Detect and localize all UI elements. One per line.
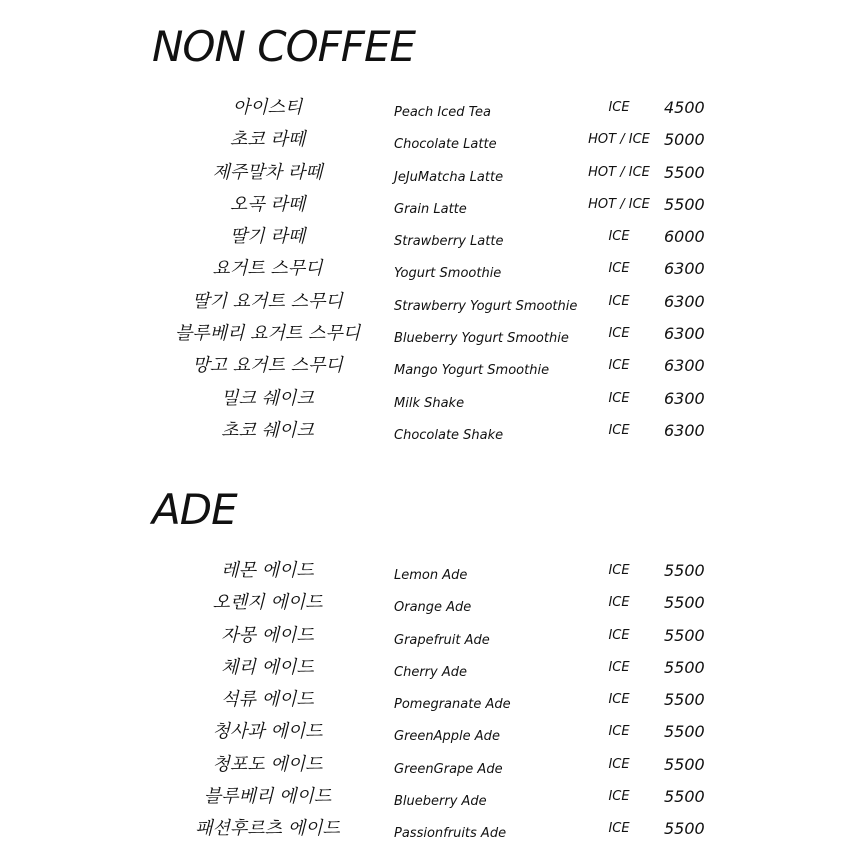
menu-item-price: 6300 bbox=[664, 356, 705, 376]
menu-item-price: 5000 bbox=[664, 130, 705, 150]
menu-item-english-name: Chocolate Latte bbox=[394, 137, 497, 153]
menu-item bbox=[0, 128, 866, 160]
menu-item-english-name: Strawberry Yogurt Smoothie bbox=[394, 298, 578, 314]
menu-item-korean-name: 청사과 에이드 bbox=[212, 721, 323, 743]
menu-item-temperature: ICE bbox=[608, 724, 630, 740]
menu-item-temperature: ICE bbox=[608, 100, 630, 115]
menu-item-price: 5500 bbox=[664, 690, 705, 710]
menu-item-temperature: ICE bbox=[608, 563, 630, 578]
menu-item-price: 5500 bbox=[664, 625, 705, 645]
menu-item-english-name: Peach Iced Tea bbox=[394, 105, 491, 120]
menu-item-korean-name: 아이스티 bbox=[232, 97, 303, 118]
menu-item-english-name: JeJuMatcha Latte bbox=[394, 169, 504, 185]
menu-item-english-name: Orange Ade bbox=[394, 600, 472, 616]
menu-item bbox=[0, 624, 866, 656]
menu-item-price: 5500 bbox=[664, 194, 705, 214]
menu-item-english-name: Mango Yogurt Smoothie bbox=[394, 363, 550, 379]
menu-item bbox=[0, 559, 866, 591]
menu-item-temperature: ICE bbox=[608, 692, 630, 708]
menu-item-korean-name: 블루베리 요거트 스무디 bbox=[174, 323, 361, 345]
menu-item bbox=[0, 225, 866, 257]
menu-item-temperature: HOT / ICE bbox=[588, 132, 650, 148]
menu-item-temperature: ICE bbox=[608, 229, 630, 245]
menu-item-temperature: ICE bbox=[608, 326, 630, 342]
menu-item-price: 5500 bbox=[664, 162, 705, 182]
menu-item-price: 5500 bbox=[664, 787, 705, 807]
menu-item-english-name: Blueberry Yogurt Smoothie bbox=[394, 331, 569, 347]
menu-item-price: 6300 bbox=[664, 420, 705, 440]
menu-item-korean-name: 레몬 에이드 bbox=[221, 560, 314, 581]
menu-item-temperature: ICE bbox=[608, 789, 630, 805]
menu-item-english-name: GreenApple Ade bbox=[394, 729, 500, 745]
menu-item-temperature: ICE bbox=[608, 627, 630, 643]
menu-item-korean-name: 망고 요거트 스무디 bbox=[192, 355, 343, 377]
menu-item-temperature: ICE bbox=[608, 358, 630, 374]
menu-item-korean-name: 딸기 라떼 bbox=[229, 226, 306, 248]
menu-item-korean-name: 자몽 에이드 bbox=[221, 624, 314, 646]
menu-item-temperature: ICE bbox=[608, 422, 630, 438]
menu-item bbox=[0, 193, 866, 225]
menu-item bbox=[0, 322, 866, 354]
menu-item-temperature: ICE bbox=[608, 390, 630, 406]
menu-item-english-name: Yogurt Smoothie bbox=[394, 266, 502, 282]
menu-item-temperature: ICE bbox=[608, 756, 630, 772]
menu-item-korean-name: 초코 쉐이크 bbox=[221, 419, 314, 441]
menu-item-temperature: ICE bbox=[608, 659, 630, 675]
menu-item-english-name: Chocolate Shake bbox=[394, 427, 504, 443]
menu-item-price: 5500 bbox=[664, 657, 705, 677]
menu-item bbox=[0, 817, 866, 849]
menu-item-price: 6300 bbox=[664, 388, 705, 408]
menu-item-temperature: ICE bbox=[608, 595, 630, 611]
menu-item-temperature: HOT / ICE bbox=[588, 196, 650, 212]
menu-item-temperature: ICE bbox=[608, 293, 630, 309]
menu-item-english-name: Grain Latte bbox=[394, 201, 467, 217]
menu-list-ade bbox=[0, 559, 866, 850]
menu-item-price: 5500 bbox=[664, 722, 705, 742]
menu-item-korean-name: 석류 에이드 bbox=[221, 689, 314, 711]
section-title-non-coffee: NON COFFEE bbox=[152, 22, 416, 71]
menu-item-price: 6300 bbox=[664, 291, 705, 311]
menu-item-korean-name: 청포도 에이드 bbox=[212, 753, 323, 775]
menu-item-price: 5500 bbox=[664, 819, 705, 839]
menu-item bbox=[0, 387, 866, 419]
menu-item-price: 6000 bbox=[664, 227, 705, 247]
menu-item-english-name: Milk Shake bbox=[394, 395, 465, 411]
section-title-ade: ADE bbox=[152, 485, 237, 534]
menu-item-korean-name: 패션후르츠 에이드 bbox=[195, 818, 340, 840]
menu-item bbox=[0, 656, 866, 688]
menu-item bbox=[0, 419, 866, 451]
menu-item-english-name: Cherry Ade bbox=[394, 664, 467, 680]
menu-item-temperature: HOT / ICE bbox=[588, 164, 650, 180]
menu-item bbox=[0, 591, 866, 623]
menu-item-price: 5500 bbox=[664, 754, 705, 774]
menu-item-korean-name: 오곡 라떼 bbox=[229, 193, 306, 215]
menu-item-korean-name: 제주말차 라떼 bbox=[212, 161, 323, 183]
menu-item-korean-name: 요거트 스무디 bbox=[212, 258, 323, 280]
menu-item bbox=[0, 753, 866, 785]
menu-item-korean-name: 오렌지 에이드 bbox=[212, 592, 323, 614]
menu-item bbox=[0, 354, 866, 386]
menu-item-price: 6300 bbox=[664, 324, 705, 344]
menu-item-temperature: ICE bbox=[608, 821, 630, 837]
menu-item-price: 6300 bbox=[664, 259, 705, 279]
menu-item-english-name: Strawberry Latte bbox=[394, 234, 504, 250]
menu-item-english-name: Grapefruit Ade bbox=[394, 632, 490, 648]
menu-item-korean-name: 초코 라떼 bbox=[229, 129, 306, 151]
menu-item-korean-name: 블루베리 에이드 bbox=[203, 786, 332, 808]
menu-item bbox=[0, 161, 866, 193]
menu-item-price: 5500 bbox=[664, 561, 705, 580]
menu-item-price: 5500 bbox=[664, 593, 705, 613]
menu-item-english-name: Lemon Ade bbox=[394, 568, 468, 583]
menu-item-english-name: GreenGrape Ade bbox=[394, 761, 503, 777]
menu-item bbox=[0, 290, 866, 322]
menu-item-english-name: Pomegranate Ade bbox=[394, 697, 511, 713]
menu-item-english-name: Blueberry Ade bbox=[394, 794, 487, 810]
menu-item-korean-name: 밀크 쉐이크 bbox=[221, 387, 314, 409]
menu-item-english-name: Passionfruits Ade bbox=[394, 826, 507, 842]
menu-item-korean-name: 체리 에이드 bbox=[221, 656, 314, 678]
menu-item bbox=[0, 720, 866, 752]
menu-item bbox=[0, 257, 866, 289]
menu-item-korean-name: 딸기 요거트 스무디 bbox=[192, 290, 343, 312]
menu-item bbox=[0, 785, 866, 817]
menu-item-temperature: ICE bbox=[608, 261, 630, 277]
menu-item-price: 4500 bbox=[664, 98, 705, 117]
menu-list-non-coffee bbox=[0, 96, 866, 451]
menu-item bbox=[0, 688, 866, 720]
menu-item bbox=[0, 96, 866, 128]
